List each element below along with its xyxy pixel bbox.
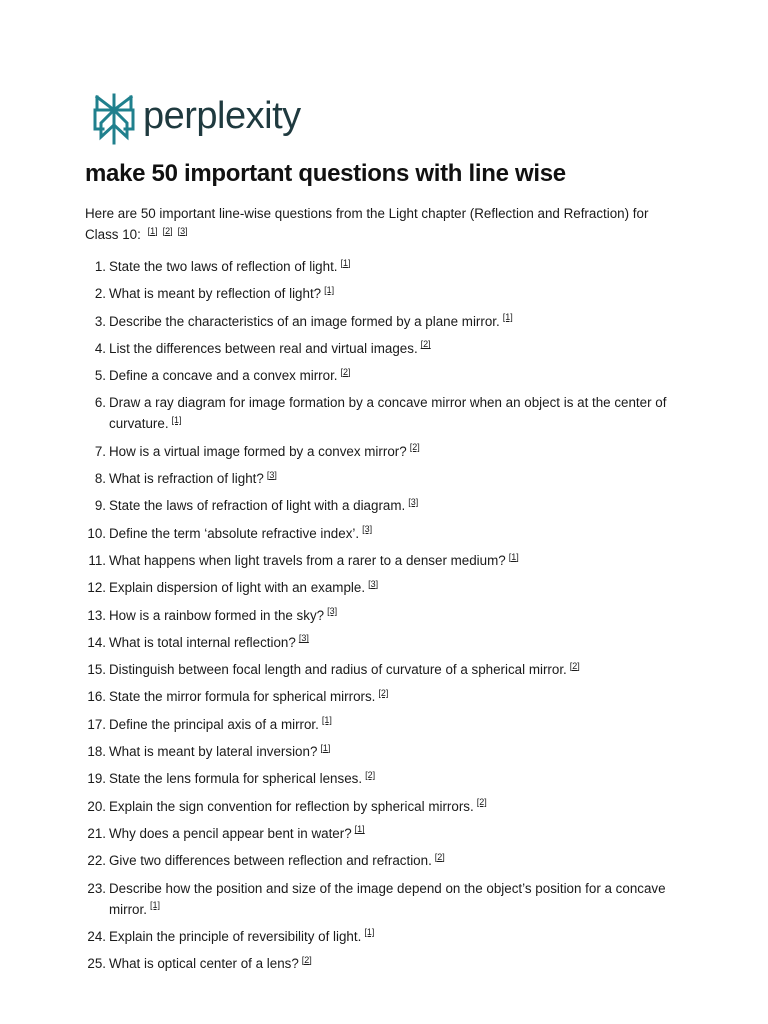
question-number: 11. xyxy=(88,552,106,568)
question-number: 4. xyxy=(94,340,106,356)
question-item xyxy=(85,850,685,871)
question-item xyxy=(85,796,685,817)
citation-link[interactable]: [3] xyxy=(408,496,419,507)
question-number: 2. xyxy=(94,286,106,302)
question-item xyxy=(85,495,685,516)
question-text: State the lens formula for spherical lenses. xyxy=(109,771,363,787)
question-number: 19. xyxy=(87,771,106,787)
question-number: 1. xyxy=(94,259,106,274)
citation-link[interactable]: [1] xyxy=(354,824,365,835)
question-item xyxy=(85,311,685,332)
question-item xyxy=(85,441,685,462)
citation-link[interactable]: [3] xyxy=(266,469,277,480)
question-item xyxy=(85,605,685,626)
question-text: What happens when light travels from a rarer to a denser medium? xyxy=(109,552,506,568)
question-item xyxy=(85,659,685,680)
question-number: 9. xyxy=(94,498,106,514)
citation-link[interactable]: [1] xyxy=(171,415,182,426)
question-item xyxy=(85,256,685,277)
question-item xyxy=(85,577,685,598)
citation-link[interactable]: [2] xyxy=(378,687,389,698)
question-number: 14. xyxy=(87,634,106,650)
question-text: Define the term ‘absolute refractive index’. xyxy=(109,525,360,541)
question-item xyxy=(85,878,685,920)
question-item xyxy=(85,741,685,762)
question-text: State the mirror formula for spherical mirrors. xyxy=(109,689,376,705)
citation-link[interactable]: [2] xyxy=(434,851,445,862)
citation-link[interactable]: [2] xyxy=(340,366,351,377)
citation-link[interactable]: [1] xyxy=(149,900,160,911)
citation-link[interactable]: [1] xyxy=(324,284,335,295)
citation-link[interactable]: [2] xyxy=(409,442,420,453)
citation-link[interactable]: [2] xyxy=(162,225,173,236)
citation-link[interactable]: [1] xyxy=(502,312,513,323)
question-text: Describe how the position and size of the image depend on the object’s position for a concave mirror. xyxy=(109,880,666,917)
citation-link[interactable]: [1] xyxy=(364,927,375,938)
question-number: 18. xyxy=(87,744,106,760)
citation-link[interactable]: [3] xyxy=(177,225,188,236)
question-number: 6. xyxy=(94,395,106,411)
perplexity-wordmark: perplexity xyxy=(143,95,301,137)
question-number: 25. xyxy=(87,956,106,972)
citation-link[interactable]: [2] xyxy=(476,797,487,808)
question-item xyxy=(85,823,685,844)
question-item xyxy=(85,523,685,544)
question-text: Give two differences between reflection and refraction. xyxy=(109,853,432,869)
question-item xyxy=(85,768,685,789)
question-item xyxy=(85,283,685,304)
citation-link[interactable]: [2] xyxy=(420,339,431,350)
citation-link[interactable]: [1] xyxy=(320,742,331,753)
question-text: Distinguish between focal length and radius of curvature of a spherical mirror. xyxy=(109,662,567,678)
question-number: 22. xyxy=(87,853,106,869)
question-number: 15. xyxy=(87,662,106,678)
question-number: 8. xyxy=(94,471,106,487)
question-number: 21. xyxy=(87,825,106,841)
citation-link[interactable]: [1] xyxy=(340,257,351,268)
intro-text: Here are 50 important line-wise questions from the Light chapter (Reflection and Refraction) for Class 10: xyxy=(85,206,649,242)
citation-link[interactable]: [2] xyxy=(301,954,312,965)
question-text: How is a rainbow formed in the sky? xyxy=(109,607,325,623)
question-number: 5. xyxy=(94,368,106,384)
question-item xyxy=(85,926,685,947)
question-text: Explain dispersion of light with an example. xyxy=(109,580,366,596)
question-text: Define a concave and a convex mirror. xyxy=(109,368,338,384)
question-text: Describe the characteristics of an image formed by a plane mirror. xyxy=(109,313,500,329)
intro-paragraph xyxy=(85,203,685,245)
question-text: What is meant by reflection of light? xyxy=(109,286,322,302)
question-text: Define the principal axis of a mirror. xyxy=(109,716,319,732)
question-number: 24. xyxy=(87,928,106,944)
questions-list xyxy=(85,256,685,980)
question-text: What is meant by lateral inversion? xyxy=(109,744,318,760)
question-item xyxy=(85,550,685,571)
citation-link[interactable]: [3] xyxy=(368,578,379,589)
question-number: 13. xyxy=(87,607,106,623)
question-text: List the differences between real and virtual images. xyxy=(109,340,418,356)
question-number: 3. xyxy=(94,313,106,329)
question-text: Explain the sign convention for reflection by spherical mirrors. xyxy=(109,798,474,814)
citation-link[interactable]: [1] xyxy=(147,225,158,236)
question-number: 20. xyxy=(87,798,106,814)
question-item xyxy=(85,686,685,707)
citation-link[interactable]: [1] xyxy=(508,551,519,562)
citation-link[interactable]: [3] xyxy=(327,606,338,617)
citation-link[interactable]: [3] xyxy=(298,633,309,644)
question-text: What is refraction of light? xyxy=(109,471,264,487)
question-number: 23. xyxy=(87,880,106,896)
page-title: make 50 important questions with line wise xyxy=(85,160,566,187)
question-text: Why does a pencil appear bent in water? xyxy=(109,825,352,841)
question-item xyxy=(85,468,685,489)
question-item xyxy=(85,632,685,653)
citation-link[interactable]: [2] xyxy=(365,769,376,780)
question-text: Explain the principle of reversibility of light. xyxy=(109,928,362,944)
question-text: State the laws of refraction of light with a diagram. xyxy=(109,498,406,514)
question-item xyxy=(85,365,685,386)
question-number: 10. xyxy=(87,525,106,541)
question-number: 16. xyxy=(87,689,106,705)
question-text: State the two laws of reflection of light. xyxy=(109,259,338,274)
question-number: 7. xyxy=(94,443,106,459)
question-text: How is a virtual image formed by a convex mirror? xyxy=(109,443,407,459)
perplexity-logo xyxy=(93,93,301,145)
question-item xyxy=(85,392,685,434)
question-item xyxy=(85,714,685,735)
question-number: 17. xyxy=(87,716,106,732)
question-text: What is optical center of a lens? xyxy=(109,956,299,972)
perplexity-logo-icon xyxy=(93,93,135,145)
citation-link[interactable]: [2] xyxy=(569,660,580,671)
question-text: What is total internal reflection? xyxy=(109,634,296,650)
question-number: 12. xyxy=(87,580,106,596)
citation-link[interactable]: [3] xyxy=(362,524,373,535)
question-text: Draw a ray diagram for image formation by a concave mirror when an object is at the center of curvature. xyxy=(109,395,667,432)
question-item xyxy=(85,953,685,974)
citation-link[interactable]: [1] xyxy=(321,715,332,726)
question-item xyxy=(85,338,685,359)
